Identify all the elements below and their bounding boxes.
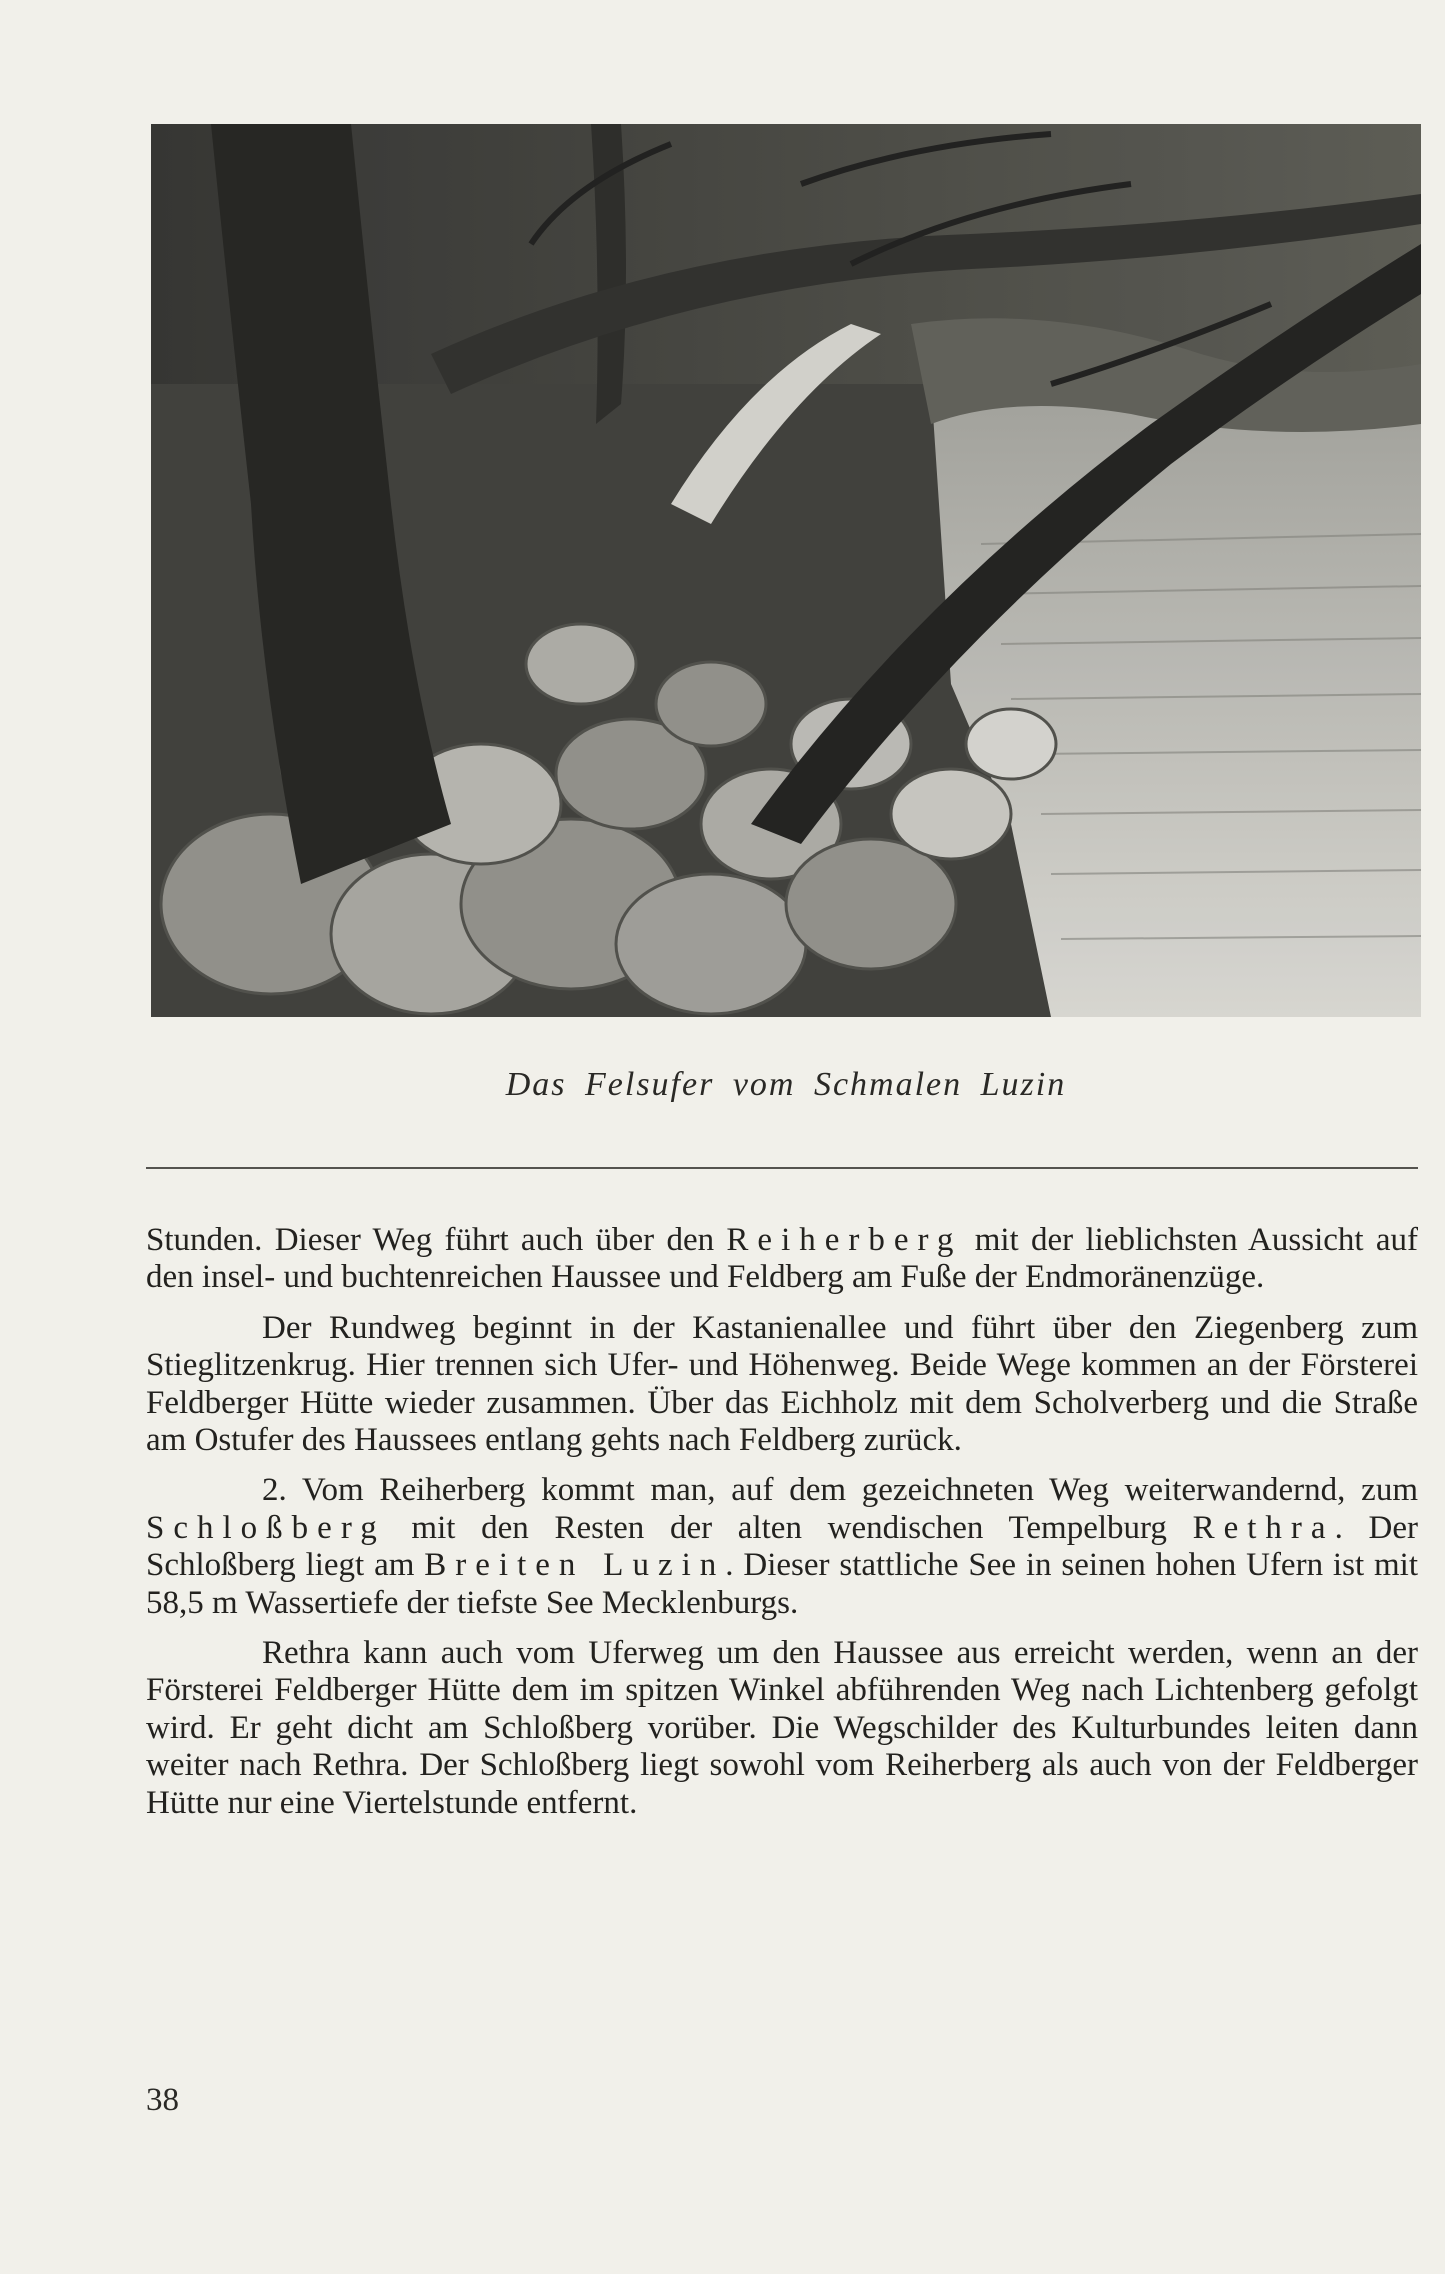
body-text: [146, 1222, 1418, 1835]
p3-text-c: mit den Resten der alten wendischen Tempelburg: [385, 1509, 1193, 1546]
spaced-name-reiherberg: Reiherberg: [726, 1222, 963, 1258]
paragraph-1: [146, 1222, 1418, 1297]
p1-text-a: Stunden. Dieser Weg führt auch über den: [146, 1222, 727, 1258]
caption-divider: [146, 1167, 1418, 1169]
rocky-shore-photo-image: [151, 124, 1421, 1017]
p3-text-a: 2. Vom Reiherberg kommt man, auf dem gezeichneten Weg weiterwandernd, zum: [262, 1472, 1418, 1509]
spaced-name-breiten-luzin: Breiten Luzin: [424, 1547, 726, 1584]
paragraph-3: [146, 1472, 1418, 1622]
lakeshore-photo: [151, 124, 1421, 1017]
p3-text-g: . Dieser stattliche See in seinen hohen Ufern ist mit 58,5 m Wassertiefe der tiefste See Mecklenburgs.: [146, 1547, 1418, 1621]
paragraph-4: Rethra kann auch vom Uferweg um den Haussee aus erreicht werden, wenn an der Försterei Feldberger Hütte dem im spitzen Winkel abführenden Weg nach Lichtenberg gefolgt wird. Er geht dicht am Schloßberg vorüber. Die Wegschilder des Kulturbundes leiten dann weiter nach Rethra. Der Schloßberg liegt sowohl vom Reiherberg als auch von der Feldberger Hütte nur eine Viertelstunde entfernt.: [146, 1635, 1418, 1821]
page-number: 38: [146, 2082, 179, 2118]
paragraph-2: Der Rundweg beginnt in der Kastanienallee und führt über den Ziegenberg zum Stieglitzenkrug. Hier trennen sich Ufer- und Höhenweg. Beide Wege kommen an der Försterei Feldberger Hütte wieder zusammen. Über das Eichholz mit dem Scholverberg und die Straße am Ostufer des Haussees entlang gehts nach Feldberg zurück.: [146, 1309, 1418, 1459]
spaced-name-rethra: Rethra: [1192, 1509, 1335, 1546]
figure-caption: Das Felsufer vom Schmalen Luzin: [505, 1066, 1067, 1103]
p1-text-c: mit der lieblichsten Aussicht auf den insel- und buchtenreichen Haussee und Feldberg am Fuße der Endmoränenzüge.: [146, 1222, 1418, 1296]
p3-text-e: . Der Schloßberg liegt am: [146, 1509, 1418, 1584]
spaced-name-schlossberg: Schloßberg: [146, 1509, 386, 1546]
